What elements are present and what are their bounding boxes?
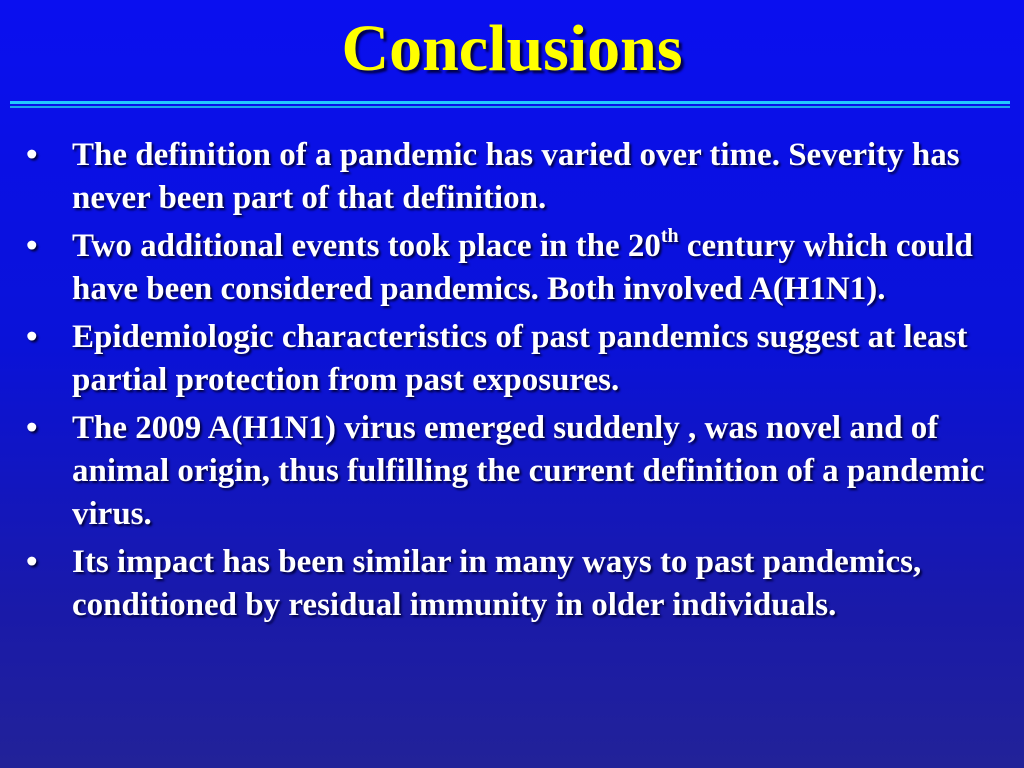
bullet-superscript: th — [660, 225, 679, 247]
bullet-list — [26, 134, 1016, 632]
bullet-text: The definition of a pandemic has varied over time. Severity has never been part of that definition. — [72, 137, 960, 216]
bullet-text-after: century which could have been considered pandemics. Both involved A(H1N1). — [72, 228, 973, 307]
bullet-text: The 2009 A(H1N1) virus emerged suddenly , was novel and of animal origin, thus fulfilling the current definition of a pandemic virus. — [72, 410, 985, 532]
bullet-item-3 — [26, 316, 1016, 402]
bullet-item-1 — [26, 134, 1016, 220]
bullet-text: Epidemiologic characteristics of past pandemics suggest at least partial protection from past exposures. — [72, 319, 968, 398]
title-divider — [10, 101, 1010, 104]
bullet-item-2 — [26, 225, 1016, 311]
bullet-item-5 — [26, 541, 1016, 627]
bullet-marker: • — [26, 544, 38, 580]
title-divider-secondary — [10, 106, 1010, 108]
bullet-marker: • — [26, 319, 38, 355]
bullet-marker: • — [26, 137, 38, 173]
slide-title: Conclusions — [341, 12, 683, 85]
bullet-marker: • — [26, 228, 38, 264]
bullet-item-4 — [26, 407, 1016, 536]
bullet-text-before: Two additional events took place in the 20 — [72, 228, 661, 264]
bullet-text: Its impact has been similar in many ways to past pandemics, conditioned by residual immunity in older individuals. — [72, 544, 922, 623]
bullet-marker: • — [26, 410, 38, 446]
